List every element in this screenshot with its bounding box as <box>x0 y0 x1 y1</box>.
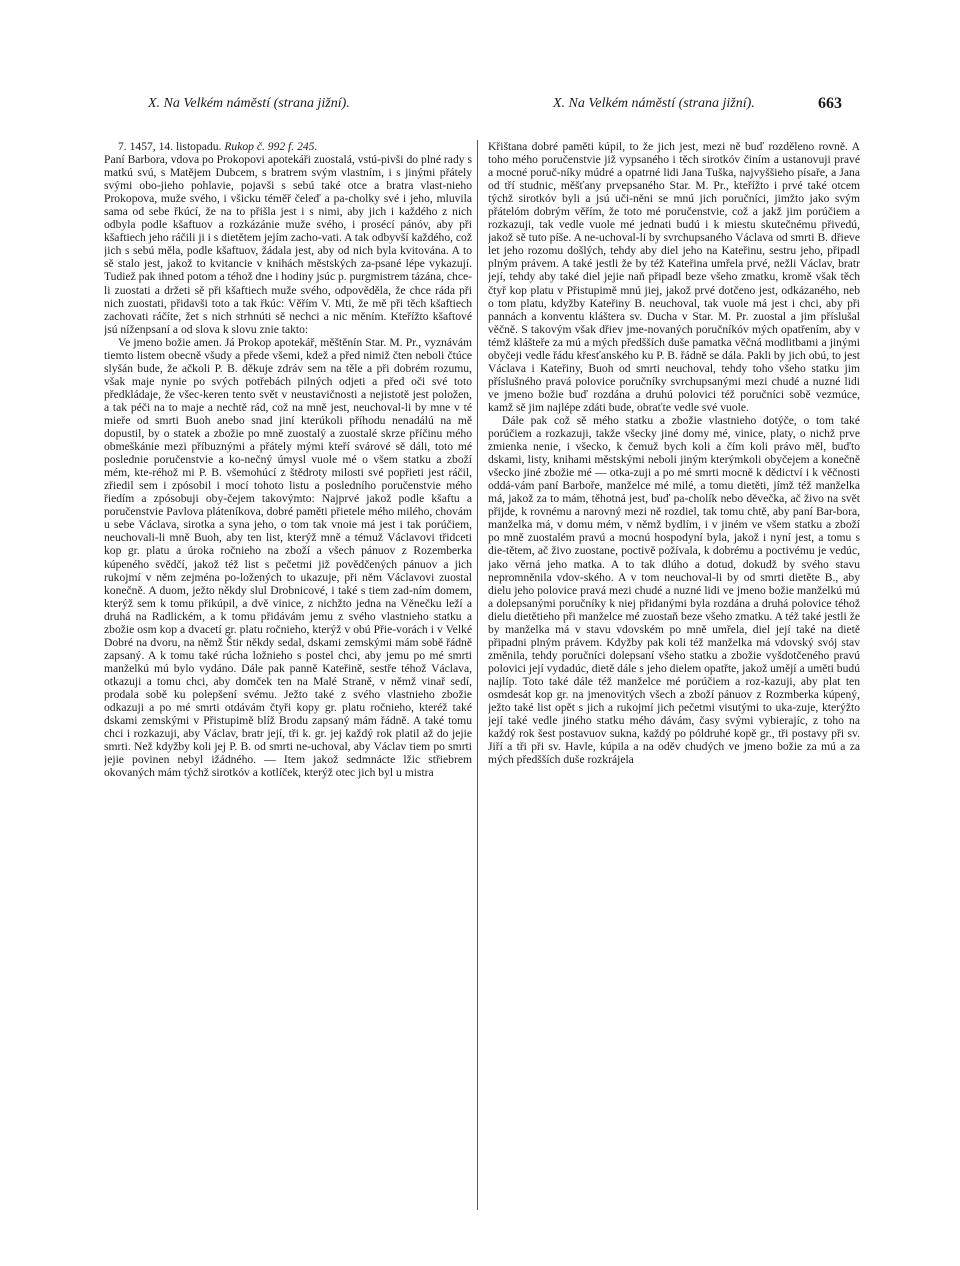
entry-heading <box>104 140 472 153</box>
column-divider <box>477 140 478 1210</box>
right-column <box>488 140 860 1215</box>
right-paragraph-2: Dále pak což sě mého statku a zbožie vlastnieho dotýče, o tom také porúčiem a rozkazuji, takže všecky jiné domy mé, vinice, platy, o nichž prve zmienka nenie, i všecko, k čemuž bych koli a čím koli právo měl, buďto dskami, listy, knihami městskými neboli jiným kterýmkoli obyčejem a konečně všecko jiné zbožie mé — otka-zuji a po mé smrti mocně k dědictví i k věčnosti oddá-vám paní Barboře, manželce mé milé, a tomu dietěti, jímž též manželka má, jakož za to mám, těhotná jest, buď pa-cholík nebo děvečka, ač živo na svět přijde, k rovnému a narovný mezi ně rozdiel, tak tomu chtě, aby paní Bar-bora, manželka má, v domu mém, v němž bydlím, i v jiném ve všem statku a zboží po mně zuostalém pravú a mocnú hospodyní byla, jakož i nyní jest, a tomu s die-tětem, ač živo zuostane, poctivě požívala, k dobrému a poctivému je vedúc, jako věrná jeho matka. A to tak dlúho a dotud, dokudž by svého stavu nepromněnila vdov-ského. A v tom neuchoval-li by od smrti dietěte B., aby dielu jeho polovice pravá mezi chudé a nuzné lidi ve jmeno božie manželkú mú a dolepsanými poručníky k niej přidanými byla rozdána a druhá polovice téhož dielu dietětieho při manželce mé zuostaň beze všeho zmatku. A též také jestli že by manželka má v stavu vdovském po mně umřela, diel její také na dietě připadni plným právem. Kdyžby pak koli též manželka má vdovský svój stav změnila, tehdy poručníci dolepsaní všeho statku a zbožie vyšdotčeného pravú polovici její vydadúc, dietě dále s jeho dielem opatřte, jakož umějí a uměti budú najlíp. Toto také dále též manželce mé porúčiem a roz-kazuji, aby plat ten osmdesát kop gr. na jmenovitých všech a zboží pánuov z Rozmberka kúpený, ježto také list opět s jich a rukojmí jich pečetmi visutými to uka-zuje, kterýžto její také vedle jiného statku mého dávám, časy svými vybierajíc, z toho na každý rok šest postavuov sukna, každý po póldruhé kopě gr., tři postavy při sv. Jiří a tři při sv. Havle, kúpila a na oděv chudých ve jmeno božie za mú a za mých předšších duše rozkrájela <box>488 413 860 767</box>
entry-date: 1457, 14. listopadu. <box>129 140 222 153</box>
entry-source: Rukop č. 992 f. 245. <box>224 140 318 153</box>
left-column <box>104 140 472 1215</box>
right-running-title: X. Na Velkém náměstí (strana jižní). <box>553 96 755 111</box>
page-number: 663 <box>818 95 842 112</box>
running-header <box>0 96 960 120</box>
left-paragraph-1: Paní Barbora, vdova po Prokopovi apotekáři zuostalá, vstú-pivši do plné rady s matkú svú, s Matějem Dubcem, s bratrem svým vlastním, i s jinými přátely svými obo-jieho pohlavie, pojavši s sebú také otce a bratra vlast-nieho Prokopova, muže svého, i všicku téměř čeleď a pa-cholky své i jeho, mluvila sama od sebe řkúcí, že na to přišla jest i s nimi, aby jich i každého z nich odbyla podle kšaftuov a rozkázánie muže svého, i prosécí pánóv, aby při kšaftiech jeho ráčili ji i s dietětem jejím zacho-vati. A tak odbyvší každého, což jich s sebú měla, podle kšaftuov, žádala jest, aby od nich byla kvitována. A to sě stalo jest, jakož to kvitancie v knihách městských za-psané lépe vykazují. Tudiež pak ihned potom a téhož dne i hodiny jsúc p. purgmistrem tázána, chce-li zuostati a držeti sě při kšaftiech muže svého, odpověděla, že chce ráda při nich zuostati, přidavši toto a tak řkúc: Věřím V. Mti, že mě při těch kšaftiech zachovati ráčíte, žet s nich strhnúti sě nechci a nic měním. Kteřížto kšaftové jsú níženpsaní a od slova k slovu znie takto: <box>104 153 472 336</box>
right-paragraph-1: Křištana dobré paměti kúpil, to že jich jest, mezi ně buď rozděleno rovně. A toho mého poručenstvie již vypsaného i těch sirotkóv činím a ustanovuji pravé a mocné poruč-níky múdré a opatrné lidi Jana Tuška, najvyššieho písaře, a Jana od tří studnic, měšťany prvepsaného Star. M. Pr., kteřížto i prvé také otcem týchž sirotkóv byli a jsú uči-něni se mnú jich poručníci, jimžto jako svým přátelóm dobrým věřím, že toto mé poručenstvie, což a jakž jim porúčiem a rozkazuji, tak vedle vuole mé jednati budú i k miestu skutečnému přivedú, jakož sě tuto píše. A ne-uchoval-li by svrchupsaného Václava od smrti B. dřieve let jeho rozomu došlých, tehdy aby diel jeho na Kateřinu, sestru jeho, připadl plným právem. A také jestli že by též Kateřina umřela prvé, nežli Václav, bratr její, tehdy aby také diel jejie naň připadl beze všeho zmatku, kromě však těch čtyř kop platu v Přistupimě mnú jiej, jakož prvé dotčeno jest, odkázaného, neb o tom platu, kdyžby Kateřiny B. neuchoval, tak vuole má jest i chci, aby při pannách a konventu kláštera sv. Ducha v Star. M. Pr. zuostal a jim příslušal věčně. S takovým však dřiev jme-novaných poručníkóv mých opatřením, aby v témž klášteře za mú a mých předšších duše pamatka věčná modlitbami a jinými obyčeji vedle řádu křesťanského ku P. B. řádně se dála. Pakli by jich obú, to jest Václava i Kateřiny, Buoh od smrti neuchoval, tehdy toho všeho statku jim příslušného pravá polovice poručníky svrchupsanými mezi chudé a nuzné lidi ve jmeno božie buď rozdána a druhú polovici též poručníci sobě vezmúce, kamž sě jim najlépe zdáti bude, obraťte vedle své vuole. <box>488 140 860 414</box>
left-paragraph-2: Ve jmeno božie amen. Já Prokop apotekář, měštěnín Star. M. Pr., vyznávám tiemto listem obecně všudy a přede všemi, kdež a před nimiž čten neboli čtúce slyšán bude, že ačkoli P. B. děkuje zdráv sem na těle a při dobrém rozumu, však maje nynie po svých potřebách pilných odjeti a před oči své toto předkládaje, že všec-keren tento svět v neustavičnosti a nejistotě jest položen, a tak péči na to maje a nechtě rád, což na mně jest, neuchoval-li by mne v té mieře od smrti Buoh anebo snad jiní kterúkoli příhodu nenadálú na mě dopustil, by o statek a zbožie po mně zuostalý a zuostalé skrze příčinu mého obmeškánie mezi příbuznými a přátely mými kteří svárové sě dáli, toto mé poslednie poručenstvie a ko-nečný úmysl vuole mé o všem statku a zboží mém, kte-réhož mi P. B. všemohúcí z štědroty milosti své popřieti jest ráčil, zřiedil sem i zpósobil i mocí tohoto listu a posledního poručenstvie mého řiedím a zpósobuji oby-čejem takovýmto: Najprvé jakož podle kšaftu a poručenstvie Pavlova pláteníkova, dobré paměti přietele mého milého, chovám u sebe Václava, sirotka a syna jeho, o tom tak vnoie má jest i tak porúčiem, neuchovali-li mně Buoh, aby ten list, kterýž mně a témuž Václavovi třidceti kop gr. platu a úroka ročnieho na zboží a všech pánuov z Rozemberka kúpeného svědčí, jakož též list s pečetmi již povědčených pánuov a jich rukojmí v něm zejména po-ložených to ukazuje, při něm Václavovi zuostal konečně. A duom, ježto někdy slul Drobnicové, i také s tiem zad-ním domem, kterýž sem k tomu přikúpil, a dvě vinice, z nichžto jedna na Věnečku leží a druhá na Radlickém, a k tomu přidávám jemu z svého vlastnieho statku a zbožie osm kop a dvacetí gr. platu ročnieho, kterýž v obú Přie-vorách i v Velké Dobré na dvoru, na němž Štir někdy sedal, dskami zemskými mám sobě řádně zapsaný. A k tomu také rúcha ložnieho s postel chci, aby jemu po mé smrti manželkú mú bylo vydáno. Dále pak panně Kateřině, sestře téhož Václava, otkazuji a tomu chci, aby domček ten na Malé Straně, v němž vinař sedí, prodala sobě ku polepšení svému. Ježto také z svého vlastnieho zbožie odkazuji a po mé smrti otdávám čtyři kopy gr. platu ročnieho, kteréž také dskami zemskými v Přistupimě blíž Brodu zapsaný mám řádně. A také tomu chci i rozkazuji, aby Václav, bratr její, tři k. gr. jej každý rok platil až do jejie smrti. Než kdyžby koli jej P. B. od smrti ne-uchoval, aby Václav tiem po smrti jejie povinen nebyl ižádného. — Item jakož sedmnácte lžic střiebrem okovaných mám týchž sirotkóv a kotlíček, kterýž otec jich byl u mistra <box>104 335 472 780</box>
left-running-title: X. Na Velkém náměstí (strana jižní). <box>148 96 350 111</box>
entry-number: 7. <box>118 140 127 153</box>
